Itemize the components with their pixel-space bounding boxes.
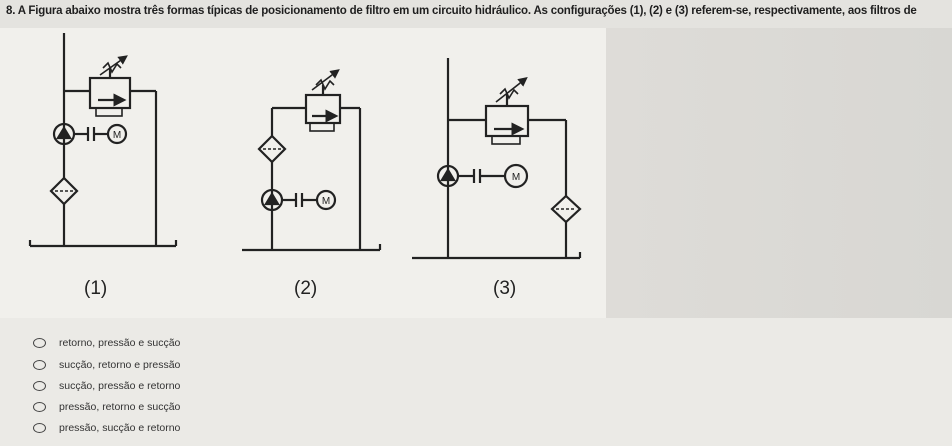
- svg-text:M: M: [112, 130, 122, 141]
- motor-icon: [317, 191, 335, 209]
- circuit-3: [412, 58, 580, 258]
- option-c[interactable]: [33, 376, 180, 396]
- relief-valve-icon: [90, 58, 130, 116]
- pump-icon: [262, 190, 316, 210]
- radio-button[interactable]: [33, 402, 46, 412]
- pump-icon: [54, 124, 108, 144]
- relief-valve-icon: [306, 72, 340, 131]
- option-label: sucção, retorno e pressão: [59, 359, 181, 371]
- filter-icon: [51, 178, 77, 204]
- option-label: sucção, pressão e retorno: [59, 380, 181, 392]
- question-text: 8. A Figura abaixo mostra três formas típicas de posicionamento de filtro em um circuito hidráulico. As configurações (1), (2) e (3) referem-se, respectivamente, aos filtros de: [6, 5, 917, 17]
- relief-valve-icon: [486, 80, 528, 144]
- motor-icon: [505, 165, 527, 187]
- figure-label-3: (3): [493, 278, 517, 299]
- option-label: retorno, pressão e sucção: [59, 337, 181, 349]
- radio-button[interactable]: [33, 423, 46, 433]
- figure-label-2: (2): [294, 278, 318, 299]
- circuit-1: [30, 33, 176, 246]
- option-d[interactable]: [33, 397, 180, 417]
- filter-icon: [259, 136, 285, 162]
- figure-label-1: (1): [84, 278, 108, 299]
- filter-icon: [552, 196, 580, 222]
- option-b[interactable]: [33, 355, 180, 375]
- radio-button[interactable]: [33, 381, 46, 391]
- background-area: [606, 28, 952, 318]
- option-label: pressão, sucção e retorno: [59, 422, 181, 434]
- circuit-2: [242, 72, 380, 250]
- svg-text:M: M: [321, 196, 331, 207]
- option-label: pressão, retorno e sucção: [59, 401, 181, 413]
- hydraulic-circuits-diagram: [0, 28, 606, 318]
- radio-button[interactable]: [33, 360, 46, 370]
- radio-button[interactable]: [33, 338, 46, 348]
- svg-text:M: M: [511, 172, 521, 183]
- answer-options: [0, 318, 952, 446]
- option-a[interactable]: [33, 333, 180, 353]
- hydraulic-figure-panel: [0, 28, 606, 318]
- option-e[interactable]: [33, 418, 180, 438]
- motor-icon: [108, 125, 126, 143]
